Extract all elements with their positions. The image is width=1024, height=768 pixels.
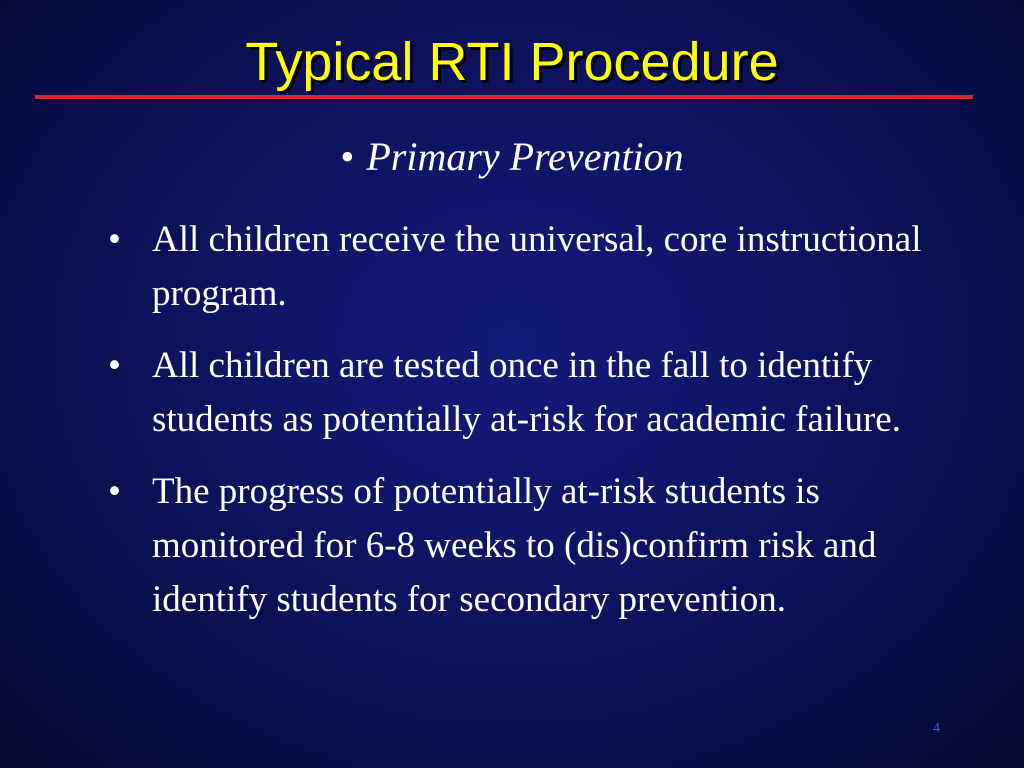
- subheading-bullet: •: [340, 134, 355, 179]
- subheading: [0, 130, 1024, 184]
- subheading-text: Primary Prevention: [366, 134, 684, 179]
- page-number: 4: [933, 721, 940, 736]
- title-divider: [35, 95, 973, 99]
- bullet-text: All children are tested once in the fall to identify students as potentially at-risk for academic failure.: [152, 345, 901, 440]
- bullet-marker: •: [108, 219, 121, 260]
- bullet-marker: •: [108, 345, 121, 386]
- slide-title: Typical RTI Procedure: [245, 32, 779, 92]
- bullet-text: The progress of potentially at-risk students is monitored for 6-8 weeks to (dis)confirm risk and identify students for secondary prevention.: [152, 471, 877, 620]
- bullet-marker: •: [108, 471, 121, 512]
- bullet-item: [108, 213, 958, 321]
- bullet-text: All children receive the universal, core instructional program.: [152, 219, 922, 314]
- bullet-item: [108, 465, 958, 627]
- bullet-list: [108, 213, 958, 645]
- bullet-item: [108, 339, 958, 447]
